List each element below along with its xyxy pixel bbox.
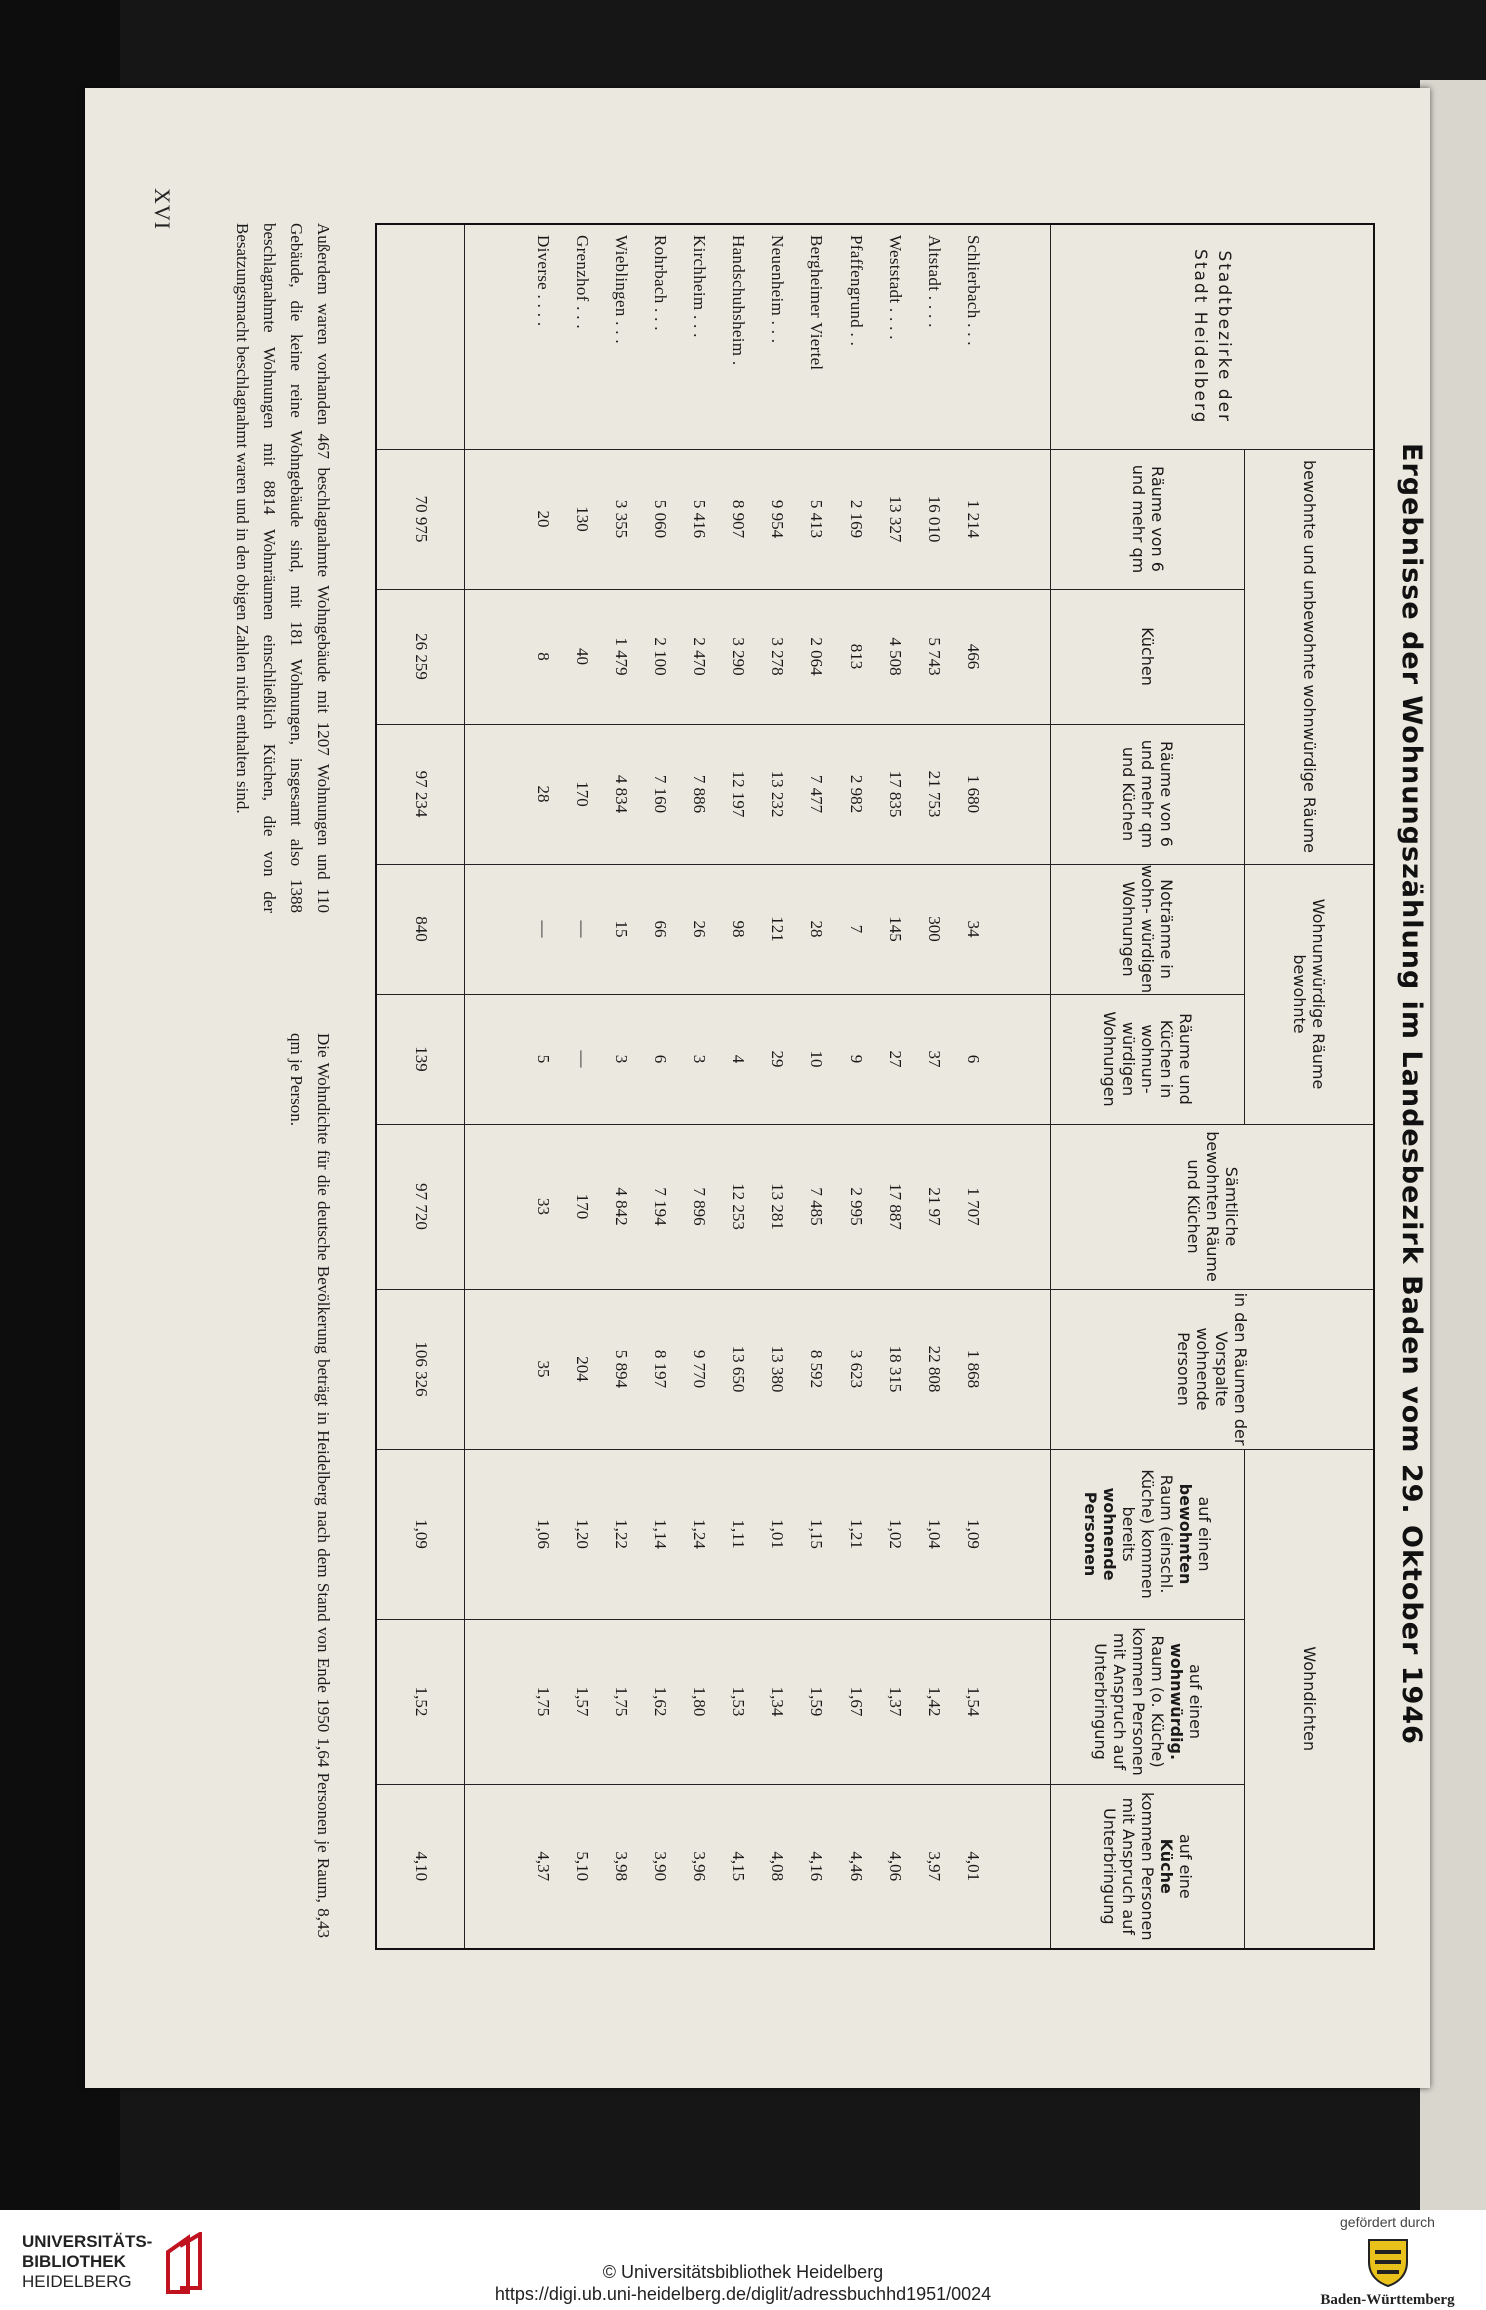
district-name: Weststadt . . . . <box>875 224 914 449</box>
cell-c4: 28 <box>797 864 836 994</box>
cell-c2: 2 064 <box>797 589 836 724</box>
cell-c6: 12 253 <box>719 1124 758 1289</box>
table-row <box>758 224 797 1949</box>
cell-c9: 1,75 <box>602 1619 641 1784</box>
cell-c10: 4,06 <box>875 1784 914 1949</box>
cell-c5: 37 <box>914 994 953 1124</box>
cell-c10: 3,98 <box>602 1784 641 1949</box>
table-row <box>836 224 875 1949</box>
cell-c8: 1,24 <box>680 1449 719 1619</box>
table-row <box>524 224 563 1949</box>
table-row <box>953 224 992 1949</box>
header-c10-pre: auf eine <box>1176 1833 1196 1899</box>
cell-c9: 1,62 <box>641 1619 680 1784</box>
table-row <box>914 224 953 1949</box>
cell-c2: 4 508 <box>875 589 914 724</box>
district-name: Kirchheim . . . <box>680 224 719 449</box>
cell-c3: 13 232 <box>758 724 797 864</box>
cell-c2: 40 <box>563 589 602 724</box>
total-c9: 1,52 <box>376 1619 465 1784</box>
total-c4: 840 <box>376 864 465 994</box>
cell-c4: 66 <box>641 864 680 994</box>
total-c1: 70 975 <box>376 449 465 589</box>
cell-c6: 170 <box>563 1124 602 1289</box>
cell-c3: 28 <box>524 724 563 864</box>
cell-c7: 8 197 <box>641 1289 680 1449</box>
cell-c1: 5 060 <box>641 449 680 589</box>
district-name: Altstadt . . . . <box>914 224 953 449</box>
sponsor-name: Baden-Württemberg <box>1320 2292 1455 2308</box>
header-c2: Küchen <box>1051 589 1245 724</box>
document-page <box>85 88 1430 2088</box>
cell-c8: 1,02 <box>875 1449 914 1619</box>
table-row <box>563 224 602 1949</box>
cell-c6: 2 995 <box>836 1124 875 1289</box>
cell-c4: 300 <box>914 864 953 994</box>
cell-c8: 1,15 <box>797 1449 836 1619</box>
header-c7: in den Räumen der Vorspalte wohnende Personen <box>1051 1289 1374 1449</box>
district-name: Diverse . . . . <box>524 224 563 449</box>
total-c5: 139 <box>376 994 465 1124</box>
table-body <box>524 224 993 1949</box>
cell-c10: 4,15 <box>719 1784 758 1949</box>
header-c4: Notränme in wohn- würdigen Wohnungen <box>1051 864 1245 994</box>
rotated-page-content <box>85 88 1430 2088</box>
district-name: Rohrbach . . . <box>641 224 680 449</box>
cell-c9: 1,59 <box>797 1619 836 1784</box>
cell-c8: 1,04 <box>914 1449 953 1619</box>
cell-c7: 5 894 <box>602 1289 641 1449</box>
cell-c9: 1,80 <box>680 1619 719 1784</box>
table-row <box>641 224 680 1949</box>
header-c9-post: Raum (o. Küche) kommen Personen mit Anspruch auf Unterbringung <box>1090 1627 1167 1776</box>
cell-c10: 4,37 <box>524 1784 563 1949</box>
cell-c4: 7 <box>836 864 875 994</box>
cell-c2: 813 <box>836 589 875 724</box>
footnote-density-1950: Die Wohndichte für die deutsche Bevölkerung beträgt in Heidelberg nach dem Stand von Ende 1950 1,64 Personen je Raum, 8,43 qm je Person. <box>287 1033 333 1938</box>
district-name: Neuenheim . . . <box>758 224 797 449</box>
cell-c1: 130 <box>563 449 602 589</box>
cell-c6: 1 707 <box>953 1124 992 1289</box>
cell-c6: 7 485 <box>797 1124 836 1289</box>
cell-c3: 4 834 <box>602 724 641 864</box>
cell-c3: 1 680 <box>953 724 992 864</box>
cell-c7: 22 808 <box>914 1289 953 1449</box>
cell-c7: 18 315 <box>875 1289 914 1449</box>
cell-c9: 1,54 <box>953 1619 992 1784</box>
cell-c3: 2 982 <box>836 724 875 864</box>
header-c3: Räume von 6 und mehr qm und Küchen <box>1051 724 1245 864</box>
total-c7: 106 326 <box>376 1289 465 1449</box>
header-c8-bold: bewohnten <box>1176 1483 1196 1585</box>
cell-c1: 8 907 <box>719 449 758 589</box>
cell-c9: 1,34 <box>758 1619 797 1784</box>
cell-c3: 7 886 <box>680 724 719 864</box>
cell-c7: 1 868 <box>953 1289 992 1449</box>
cell-c5: 10 <box>797 994 836 1124</box>
cell-c10: 5,10 <box>563 1784 602 1949</box>
cell-c3: 21 753 <box>914 724 953 864</box>
logo-line-2: BIBLIOTHEK <box>22 2252 126 2271</box>
cell-c4: 26 <box>680 864 719 994</box>
copyright-text: © Universitätsbibliothek Heidelberg <box>602 2262 884 2282</box>
baden-wuerttemberg-coat-of-arms-icon <box>1365 2236 1411 2288</box>
cell-c1: 13 327 <box>875 449 914 589</box>
cell-c4: 34 <box>953 864 992 994</box>
cell-c10: 4,46 <box>836 1784 875 1949</box>
cell-c10: 3,90 <box>641 1784 680 1949</box>
cell-c6: 21 97 <box>914 1124 953 1289</box>
cell-c2: 5 743 <box>914 589 953 724</box>
district-name: Schlierbach . . . <box>953 224 992 449</box>
cell-c8: 1,09 <box>953 1449 992 1619</box>
header-c10-bold: Küche <box>1157 1838 1177 1894</box>
cell-c5: 4 <box>719 994 758 1124</box>
cell-c5: 6 <box>953 994 992 1124</box>
cell-c1: 20 <box>524 449 563 589</box>
cell-c9: 1,75 <box>524 1619 563 1784</box>
header-district: Stadtbezirke der Stadt Heidelberg <box>1051 224 1374 449</box>
table-row <box>797 224 836 1949</box>
cell-c10: 3,97 <box>914 1784 953 1949</box>
cell-c2: 8 <box>524 589 563 724</box>
sponsor-block <box>1300 2214 1475 2308</box>
cell-c7: 13 650 <box>719 1289 758 1449</box>
cell-c8: 1,01 <box>758 1449 797 1619</box>
cell-c4: 15 <box>602 864 641 994</box>
cell-c6: 13 281 <box>758 1124 797 1289</box>
cell-c7: 8 592 <box>797 1289 836 1449</box>
table-spacer-row <box>465 224 524 1949</box>
cell-c3: 12 197 <box>719 724 758 864</box>
cell-c9: 1,53 <box>719 1619 758 1784</box>
header-group-habitable: bewohnte und unbewohnte wohnwürdige Räume <box>1245 449 1374 864</box>
cell-c2: 1 479 <box>602 589 641 724</box>
cell-c2: 3 278 <box>758 589 797 724</box>
cell-c2: 466 <box>953 589 992 724</box>
cell-c5: 9 <box>836 994 875 1124</box>
cell-c10: 4,08 <box>758 1784 797 1949</box>
library-footer <box>0 2210 1486 2310</box>
cell-c4: 121 <box>758 864 797 994</box>
header-c8-bold2: wohnende Personen <box>1081 1487 1120 1581</box>
cell-c8: 1,20 <box>563 1449 602 1619</box>
cell-c5: 3 <box>602 994 641 1124</box>
total-c2: 26 259 <box>376 589 465 724</box>
district-name: Grenzhof . . . <box>563 224 602 449</box>
cell-c1: 9 954 <box>758 449 797 589</box>
page-number: XVI <box>150 188 175 231</box>
header-sub-row <box>1051 224 1245 1949</box>
total-c10: 4,10 <box>376 1784 465 1949</box>
header-c8-pre: auf einen <box>1195 1496 1215 1572</box>
header-c9-pre: auf einen <box>1185 1663 1205 1740</box>
cell-c1: 3 355 <box>602 449 641 589</box>
cell-c3: 7 477 <box>797 724 836 864</box>
sponsor-label: gefördert durch <box>1340 2214 1435 2230</box>
header-c5: Räume und Küchen in wohnun- würdigen Wohnungen <box>1051 994 1245 1124</box>
cell-c8: 1,21 <box>836 1449 875 1619</box>
header-group-density: Wohndichten <box>1245 1449 1374 1949</box>
district-name: Bergheimer Viertel <box>797 224 836 449</box>
header-c9 <box>1051 1619 1245 1784</box>
logo-line-1: UNIVERSITÄTS- <box>22 2232 153 2251</box>
cell-c5: 29 <box>758 994 797 1124</box>
table-spacer-row <box>992 224 1051 1949</box>
cell-c4: 145 <box>875 864 914 994</box>
total-c6: 97 720 <box>376 1124 465 1289</box>
header-c1: Räume von 6 und mehr qm <box>1051 449 1245 589</box>
cell-c5: 6 <box>641 994 680 1124</box>
source-url-link[interactable]: https://digi.ub.uni-heidelberg.de/diglit/adressbuchhd1951/0024 <box>494 2284 992 2304</box>
cell-c9: 1,67 <box>836 1619 875 1784</box>
cell-c4: 98 <box>719 864 758 994</box>
cell-c4: — <box>524 864 563 994</box>
cell-c8: 1,11 <box>719 1449 758 1619</box>
district-name: Wieblingen . . . <box>602 224 641 449</box>
cell-c8: 1,22 <box>602 1449 641 1619</box>
header-c8 <box>1051 1449 1245 1619</box>
district-name: Pfaffengrund . . <box>836 224 875 449</box>
header-c8-mid: Raum (einschl. Küche) kommen bereits <box>1119 1469 1177 1599</box>
header-c9-bold: wohnwürdig. <box>1166 1642 1186 1761</box>
cell-c7: 35 <box>524 1289 563 1449</box>
header-group-unworthy: Wohnunwürdige Räume bewohnte <box>1245 864 1374 1124</box>
cell-c6: 17 887 <box>875 1124 914 1289</box>
cell-c7: 9 770 <box>680 1289 719 1449</box>
table-row <box>875 224 914 1949</box>
cell-c5: — <box>563 994 602 1124</box>
cell-c3: 170 <box>563 724 602 864</box>
cell-c1: 1 214 <box>953 449 992 589</box>
cell-c6: 33 <box>524 1124 563 1289</box>
cell-c7: 3 623 <box>836 1289 875 1449</box>
total-c3: 97 234 <box>376 724 465 864</box>
cell-c8: 1,14 <box>641 1449 680 1619</box>
cell-c6: 7 194 <box>641 1124 680 1289</box>
cell-c6: 4 842 <box>602 1124 641 1289</box>
table-total-row <box>376 224 465 1949</box>
cell-c7: 13 380 <box>758 1289 797 1449</box>
cell-c2: 3 290 <box>719 589 758 724</box>
cell-c9: 1,57 <box>563 1619 602 1784</box>
header-c6: Sämtliche bewohnten Räume und Küchen <box>1051 1124 1374 1289</box>
cell-c10: 4,16 <box>797 1784 836 1949</box>
header-group-row <box>1245 224 1374 1949</box>
cell-c10: 4,01 <box>953 1784 992 1949</box>
logo-line-3: HEIDELBERG <box>22 2272 132 2291</box>
cell-c4: — <box>563 864 602 994</box>
district-name: Handschuhsheim . <box>719 224 758 449</box>
table-row <box>602 224 641 1949</box>
cell-c7: 204 <box>563 1289 602 1449</box>
cell-c6: 7 896 <box>680 1124 719 1289</box>
cell-c2: 2 470 <box>680 589 719 724</box>
housing-census-table <box>375 223 1375 1950</box>
cell-c1: 5 413 <box>797 449 836 589</box>
cell-c3: 17 835 <box>875 724 914 864</box>
cell-c8: 1,06 <box>524 1449 563 1619</box>
cell-c2: 2 100 <box>641 589 680 724</box>
cell-c3: 7 160 <box>641 724 680 864</box>
cell-c10: 3,96 <box>680 1784 719 1949</box>
header-c10 <box>1051 1784 1245 1949</box>
cell-c1: 2 169 <box>836 449 875 589</box>
total-c8: 1,09 <box>376 1449 465 1619</box>
footnote-seized-housing: Außerdem waren vorhanden 467 beschlagnahmte Wohngebäude mit 1207 Wohnungen und 110 Gebäude, die keine reine Wohngebäude sind, mit 181 Wohnungen, insgesamt also 1388 beschlagnahmte Wohnungen mit 8814 Wohnräumen einschließlich Küchen, die von der Besatzungsmacht beschlagnahmt waren und in den obigen Zahlen nicht enthalten sind. <box>233 223 333 913</box>
cell-c5: 3 <box>680 994 719 1124</box>
total-label <box>376 224 465 449</box>
cell-c9: 1,37 <box>875 1619 914 1784</box>
page-title: Ergebnisse der Wohnungszählung im Landesbezirk Baden vom 29. Oktober 1946 <box>1396 443 1427 1745</box>
header-c10-post: kommen Personen mit Anspruch auf Unterbringung <box>1100 1792 1158 1941</box>
table-row <box>680 224 719 1949</box>
cell-c9: 1,42 <box>914 1619 953 1784</box>
cell-c1: 5 416 <box>680 449 719 589</box>
cell-c1: 16 010 <box>914 449 953 589</box>
cell-c5: 27 <box>875 994 914 1124</box>
cell-c5: 5 <box>524 994 563 1124</box>
table-row <box>719 224 758 1949</box>
